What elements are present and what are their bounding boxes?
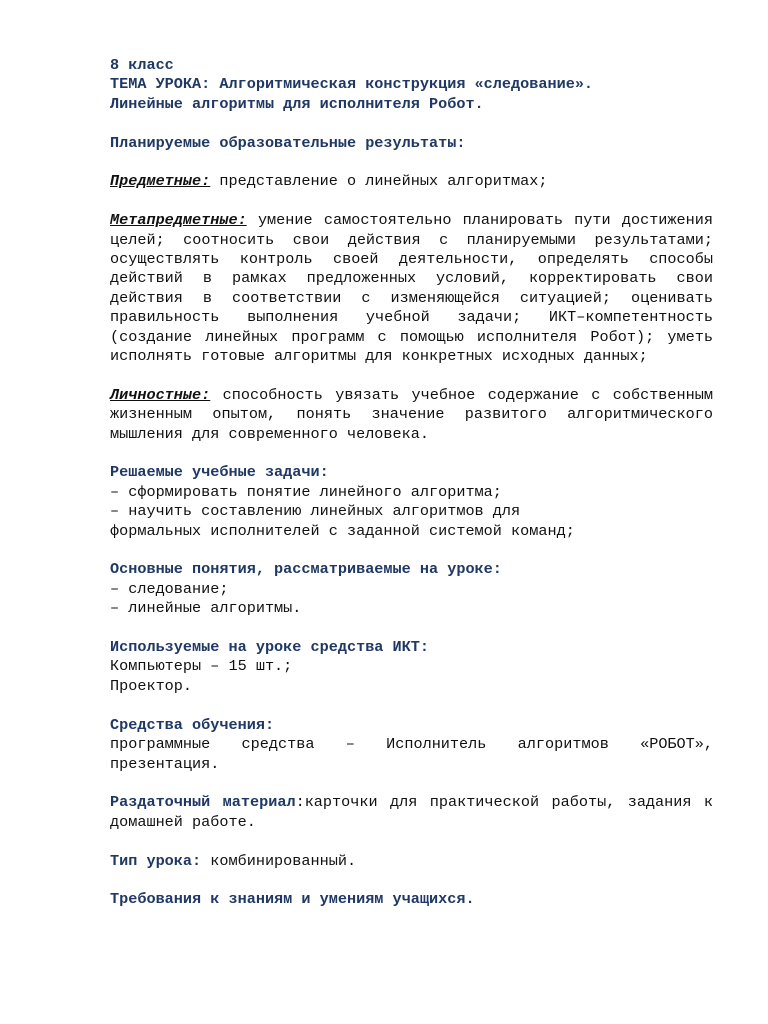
personal-results-label: Личностные:: [110, 385, 211, 404]
concepts-item-2: – линейные алгоритмы.: [110, 599, 302, 618]
document-page: [110, 56, 713, 910]
tasks-item-1: – сформировать понятие линейного алгоритма;: [110, 482, 502, 501]
requirements-heading: Требования к знаниям и умениям учащихся.: [110, 890, 475, 909]
topic-line-2: Линейные алгоритмы для исполнителя Робот.: [110, 94, 484, 113]
handout-text: :карточки для практической работы, задания к домашней работе.: [110, 793, 714, 831]
grade-line: 8 класс: [110, 56, 174, 74]
means-heading: Средства обучения:: [110, 715, 275, 734]
subject-results-paragraph: [110, 172, 713, 191]
spacer: [110, 153, 713, 172]
spacer: [110, 774, 713, 793]
spacer: [110, 366, 713, 385]
lesson-type-text: комбинированный.: [201, 851, 357, 870]
spacer: [110, 832, 713, 851]
results-heading: Планируемые образовательные результаты:: [110, 133, 466, 152]
spacer: [110, 444, 713, 463]
tasks-heading: Решаемые учебные задачи:: [110, 463, 329, 482]
spacer: [110, 871, 713, 890]
personal-results-text: способность увязать учебное содержание с собственным жизненным опытом, понять значение развитого алгоритмического мышления для современного человека.: [110, 385, 713, 443]
spacer: [110, 114, 713, 133]
subject-results-text: представление о линейных алгоритмах;: [210, 172, 548, 191]
lesson-type-label: Тип урока:: [110, 851, 202, 870]
means-text: программные средства – Исполнитель алгоритмов «РОБОТ», презентация.: [110, 735, 713, 773]
ict-item-1: Компьютеры – 15 шт.;: [110, 657, 293, 676]
ict-item-2: Проектор.: [110, 676, 193, 695]
meta-results-label: Метапредметные:: [110, 211, 247, 230]
spacer: [110, 192, 713, 211]
handout-paragraph: [110, 793, 713, 832]
handout-label: Раздаточный материал: [110, 793, 296, 812]
tasks-item-2: – научить составлению линейных алгоритмов для: [110, 502, 521, 521]
spacer: [110, 696, 713, 715]
topic-line-1: ТЕМА УРОКА: Алгоритмическая конструкция «следование».: [110, 75, 594, 94]
ict-heading: Используемые на уроке средства ИКТ:: [110, 638, 429, 657]
concepts-item-1: – следование;: [110, 579, 229, 598]
meta-results-text: умение самостоятельно планировать пути достижения целей; соотносить свои действия с планируемыми результатами; осуществлять контроль своей деятельности, определять способы действий в рамках предложенных условий, корректировать свои действия в соответствии с изменяющейся ситуацией; оценивать правильность выполнения учебной задачи; ИКТ–компетентность (создание линейных программ с помощью исполнителя Робот); уметь исполнять готовые алгоритмы для конкретных исходных данных;: [110, 211, 713, 366]
lesson-type-paragraph: [110, 852, 713, 871]
spacer: [110, 619, 713, 638]
spacer: [110, 541, 713, 560]
tasks-item-3: формальных исполнителей с заданной системой команд;: [110, 521, 575, 540]
concepts-heading: Основные понятия, рассматриваемые на уроке:: [110, 560, 502, 579]
meta-results-paragraph: [110, 211, 713, 366]
personal-results-paragraph: [110, 386, 713, 444]
subject-results-label: Предметные:: [110, 172, 211, 191]
